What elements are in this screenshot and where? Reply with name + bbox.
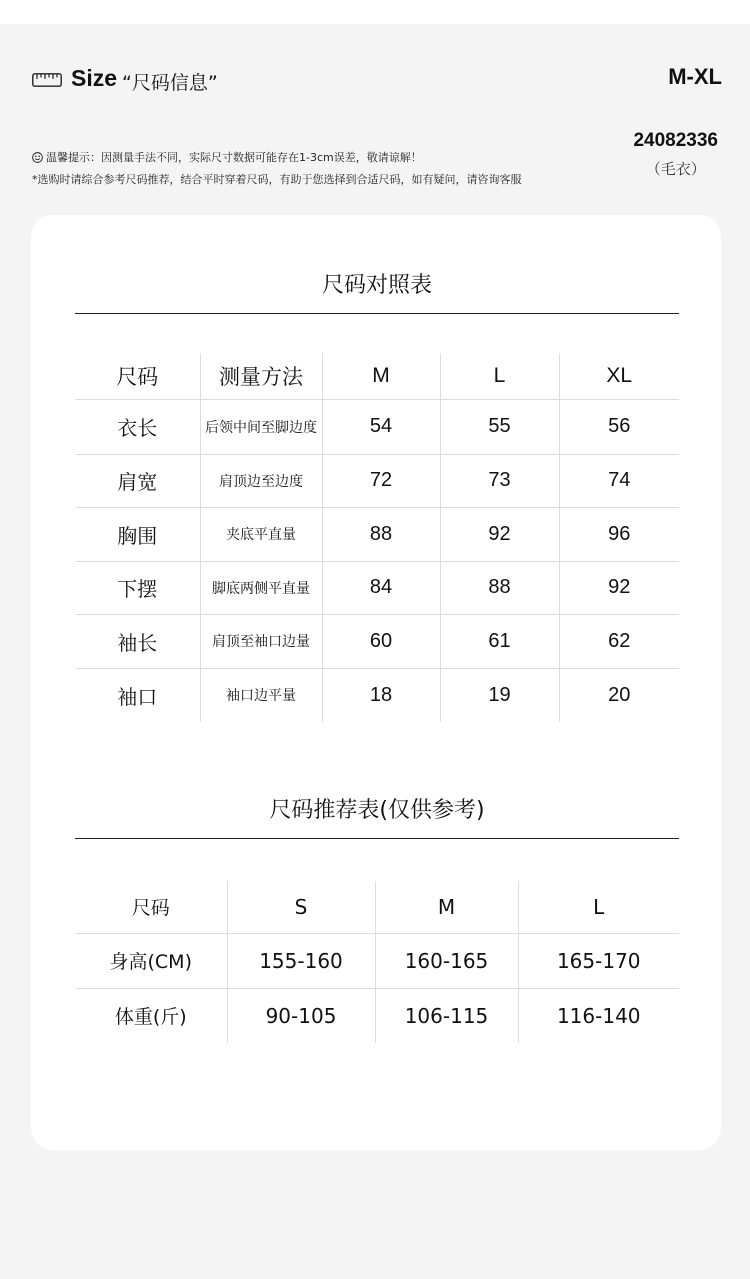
recommend-table [75, 881, 679, 1043]
row-label: 袖长 [75, 614, 200, 668]
value-cell: 61 [440, 614, 559, 668]
table-row [75, 933, 679, 988]
value-cell: 116-140 [518, 988, 679, 1043]
style-code: 24082336 [633, 130, 718, 151]
method-cell: 袖口边平量 [200, 668, 322, 722]
value-cell: 155-160 [227, 933, 375, 988]
size-heading: Size [71, 65, 118, 91]
value-cell: 54 [322, 399, 440, 454]
size-subtitle: “尺码信息” [122, 72, 218, 94]
table-row [75, 454, 679, 507]
table-row [75, 614, 679, 668]
value-cell: 56 [559, 399, 679, 454]
header-cell: M [322, 353, 440, 399]
size-range: M-XL [668, 64, 722, 89]
table-row [75, 507, 679, 561]
value-cell: 60 [322, 614, 440, 668]
value-cell: 73 [440, 454, 559, 507]
size-chart-header-row [75, 353, 679, 399]
table-row [75, 988, 679, 1043]
header-cell: L [518, 881, 679, 933]
style-type: （毛衣） [645, 160, 706, 178]
value-cell: 92 [440, 507, 559, 561]
value-cell: 90-105 [227, 988, 375, 1043]
smile-icon [32, 152, 43, 163]
value-cell: 19 [440, 668, 559, 722]
header-cell: S [227, 881, 375, 933]
size-chart-title: 尺码对照表 [321, 273, 432, 298]
row-label: 身高(CM) [75, 933, 227, 988]
note-text-1: 温馨提示：因测量手法不同，实际尺寸数据可能存在1-3cm误差，敬请谅解！ [46, 151, 422, 164]
value-cell: 72 [322, 454, 440, 507]
table-row [75, 668, 679, 722]
value-cell: 160-165 [375, 933, 518, 988]
method-cell: 脚底两侧平直量 [200, 561, 322, 614]
header-cell: L [440, 353, 559, 399]
header-cell: 尺码 [75, 881, 227, 933]
method-cell: 肩顶至袖口边量 [200, 614, 322, 668]
ruler-icon [32, 73, 62, 87]
top-strip [0, 0, 750, 24]
size-chart-table [75, 353, 679, 722]
product-code-box [633, 130, 718, 179]
table-row [75, 561, 679, 614]
value-cell: 62 [559, 614, 679, 668]
row-label: 下摆 [75, 561, 200, 614]
recommend-header-row [75, 881, 679, 933]
size-chart-rule [75, 313, 679, 314]
note-line-1 [32, 150, 592, 172]
value-cell: 18 [322, 668, 440, 722]
header-cell: XL [559, 353, 679, 399]
value-cell: 165-170 [518, 933, 679, 988]
value-cell: 20 [559, 668, 679, 722]
size-card [31, 215, 721, 1150]
method-cell: 后领中间至脚边度 [200, 399, 322, 454]
row-label: 衣长 [75, 399, 200, 454]
value-cell: 88 [322, 507, 440, 561]
value-cell: 106-115 [375, 988, 518, 1043]
row-label: 胸围 [75, 507, 200, 561]
value-cell: 96 [559, 507, 679, 561]
size-header [32, 64, 722, 104]
header-cell: M [375, 881, 518, 933]
value-cell: 88 [440, 561, 559, 614]
method-cell: 夹底平直量 [200, 507, 322, 561]
value-cell: 55 [440, 399, 559, 454]
header-cell: 尺码 [75, 353, 200, 399]
notes [32, 150, 592, 194]
value-cell: 84 [322, 561, 440, 614]
header-cell: 测量方法 [200, 353, 322, 399]
method-cell: 肩顶边至边度 [200, 454, 322, 507]
row-label: 肩宽 [75, 454, 200, 507]
recommend-title: 尺码推荐表(仅供参考) [269, 798, 485, 823]
recommend-rule [75, 838, 679, 839]
value-cell: 74 [559, 454, 679, 507]
note-line-2: *选购时请综合参考尺码推荐，结合平时穿着尺码，有助于您选择到合适尺码，如有疑问，请咨询客服 [32, 173, 522, 186]
table-row [75, 399, 679, 454]
value-cell: 92 [559, 561, 679, 614]
row-label: 体重(斤) [114, 1006, 187, 1029]
row-label: 袖口 [117, 684, 158, 709]
